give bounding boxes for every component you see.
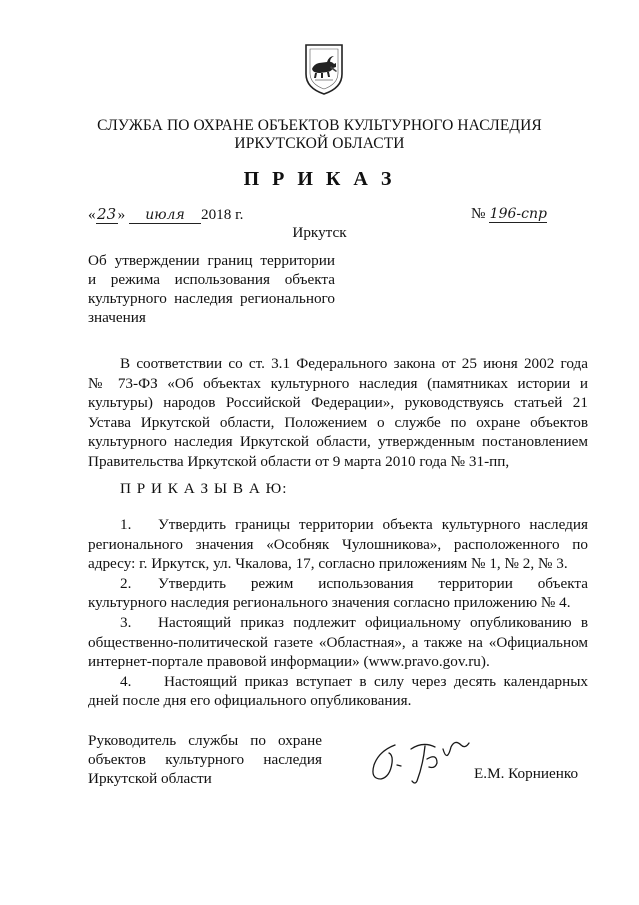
item-line: Настоящий приказ вступает в силу через десять календарных xyxy=(164,672,588,690)
date-month-handwritten: июля xyxy=(129,207,201,224)
signatory-position xyxy=(88,731,322,788)
item-line: дней после дня его официального опубликования. xyxy=(88,692,412,710)
coat-of-arms-emblem xyxy=(303,42,345,96)
order-item xyxy=(88,672,588,711)
item-line: Настоящий приказ подлежит официальному опубликованию в xyxy=(158,613,588,631)
organization-name-line1: СЛУЖБА ПО ОХРАНЕ ОБЪЕКТОВ КУЛЬТУРНОГО НАСЛЕДИЯ xyxy=(97,117,542,134)
order-items-list xyxy=(88,515,588,711)
preamble-line: культурного наследия Иркутской области, утвержденным постановлением xyxy=(88,433,588,451)
item-line: адресу: г. Иркутск, ул. Чкалова, 17, согласно приложениям № 1, № 2, № 3. xyxy=(88,555,568,573)
order-item xyxy=(88,574,588,613)
date-close-quote: » xyxy=(117,206,126,223)
item-number: 1. xyxy=(120,516,132,533)
preamble-line: В соответствии со ст. 3.1 Федерального закона от 25 июня 2002 года xyxy=(120,355,588,372)
number-handwritten: 196-спр xyxy=(489,206,547,222)
item-line: общественно-политической газете «Областная», а также на «Официальном xyxy=(88,633,588,651)
signatory-name: Е.М. Корниенко xyxy=(474,765,579,782)
item-line: интернет-портале правовой информации» (www.pravo.gov.ru). xyxy=(88,653,490,671)
subject-line: культурного наследия регионального xyxy=(88,290,335,307)
city-name: Иркутск xyxy=(292,224,347,241)
number-prefix: № xyxy=(471,205,486,222)
irkutsk-coat-of-arms-icon xyxy=(303,42,345,96)
signature-icon xyxy=(365,735,475,787)
position-line: Руководитель службы по охране xyxy=(88,732,322,749)
item-line: Утвердить границы территории объекта культурного наследия xyxy=(158,516,588,533)
position-line: объектов культурного наследия xyxy=(88,751,322,768)
organization-name-line2: ИРКУТСКОЙ ОБЛАСТИ xyxy=(234,135,405,152)
item-number: 3. xyxy=(120,613,132,631)
document-type-title: П Р И К А З xyxy=(243,168,396,190)
document-date xyxy=(88,205,243,224)
preamble-line: культуры) народов Российской Федерации», руководствуясь статьей 21 xyxy=(88,394,588,412)
order-item xyxy=(88,515,588,574)
preamble-line: № 73-ФЗ «Об объектах культурного наследия (памятниках истории и xyxy=(88,374,588,392)
document-number xyxy=(471,205,547,223)
item-line: культурного наследия регионального значения согласно приложению № 4. xyxy=(88,594,571,612)
position-line: Иркутской области xyxy=(88,770,212,787)
document-subject xyxy=(88,251,335,327)
date-day-handwritten: 23 xyxy=(97,205,117,223)
subject-line: и режима использования объекта xyxy=(88,271,335,288)
subject-line: Об утверждении границ территории xyxy=(88,252,335,269)
date-year: 2018 г. xyxy=(200,206,244,223)
item-number: 2. xyxy=(120,574,132,592)
item-line: Утвердить режим использования территории объекта xyxy=(158,574,588,592)
order-heading: П Р И К А З Ы В А Ю: xyxy=(120,480,288,497)
preamble-line: Правительства Иркутской области от 9 марта 2010 года № 31-пп, xyxy=(88,452,510,470)
preamble-paragraph xyxy=(88,354,588,472)
item-number: 4. xyxy=(120,672,132,690)
date-open-quote: « xyxy=(88,206,96,223)
preamble-line: Устава Иркутской области, Положением о службе по охране объектов xyxy=(88,413,588,431)
item-line: регионального значения «Особняк Чулошникова», расположенного по xyxy=(88,535,588,553)
order-item xyxy=(88,613,588,672)
subject-line: значения xyxy=(88,309,146,326)
handwritten-signature xyxy=(365,735,475,787)
